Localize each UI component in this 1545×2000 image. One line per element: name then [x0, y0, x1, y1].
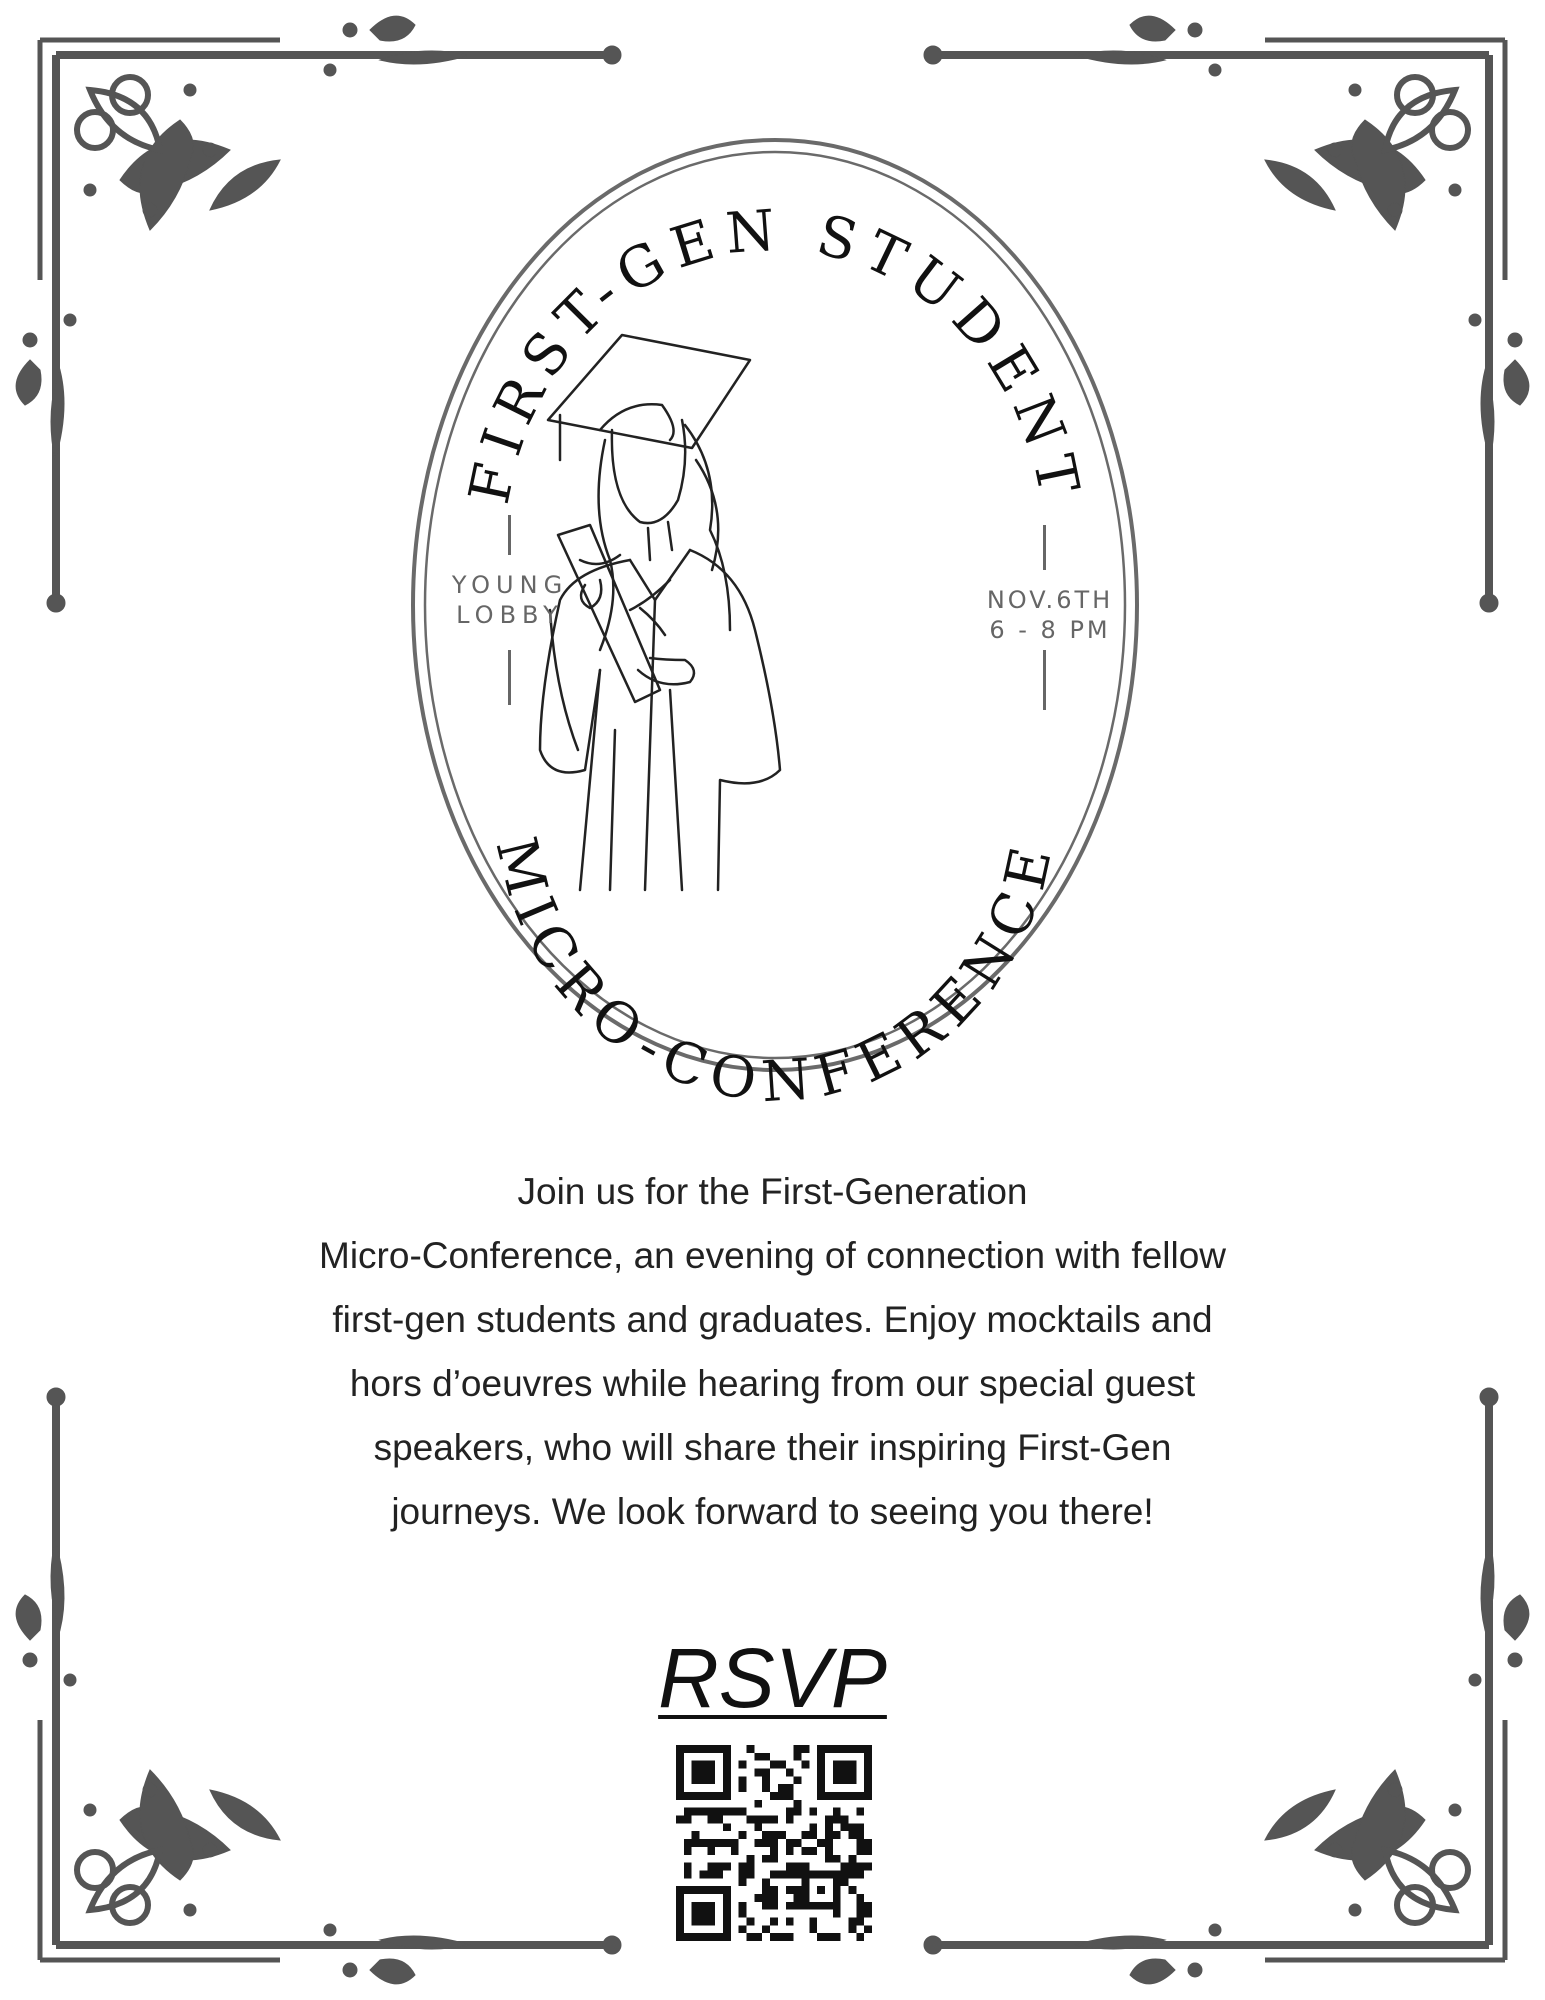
- rsvp-heading[interactable]: RSVP: [658, 1631, 887, 1725]
- description-line: Join us for the First-Generation: [517, 1171, 1028, 1212]
- venue-divider-bottom: [508, 650, 511, 705]
- venue-divider-top: [508, 515, 511, 555]
- date-text: NOV.6TH: [986, 586, 1114, 614]
- venue-label: [430, 570, 590, 630]
- svg-text:FIRST-GEN STUDENT: [457, 198, 1093, 510]
- description-line: Micro-Conference, an evening of connection with fellow: [319, 1235, 1226, 1276]
- datetime-label: [960, 585, 1140, 645]
- qr-code-icon[interactable]: [676, 1745, 872, 1941]
- event-description: [230, 1160, 1315, 1544]
- venue-line-2: LOBBY: [456, 601, 564, 629]
- emblem-title-top: FIRST-GEN STUDENT: [457, 197, 1093, 510]
- description-line: journeys. We look forward to seeing you there!: [391, 1491, 1154, 1532]
- description-line: speakers, who will share their inspiring First-Gen: [373, 1427, 1172, 1468]
- time-text: 6 - 8 PM: [989, 616, 1111, 644]
- description-line: first-gen students and graduates. Enjoy mocktails and: [332, 1299, 1213, 1340]
- description-line: hors d’oeuvres while hearing from our special guest: [349, 1363, 1196, 1404]
- emblem-title-bottom: MICRO-CONFERENCE: [482, 831, 1067, 1116]
- datetime-divider-top: [1043, 525, 1046, 570]
- datetime-divider-bottom: [1043, 650, 1046, 710]
- venue-line-1: YOUNG: [451, 571, 569, 599]
- svg-text:MICRO-CONFERENCE: [483, 831, 1067, 1115]
